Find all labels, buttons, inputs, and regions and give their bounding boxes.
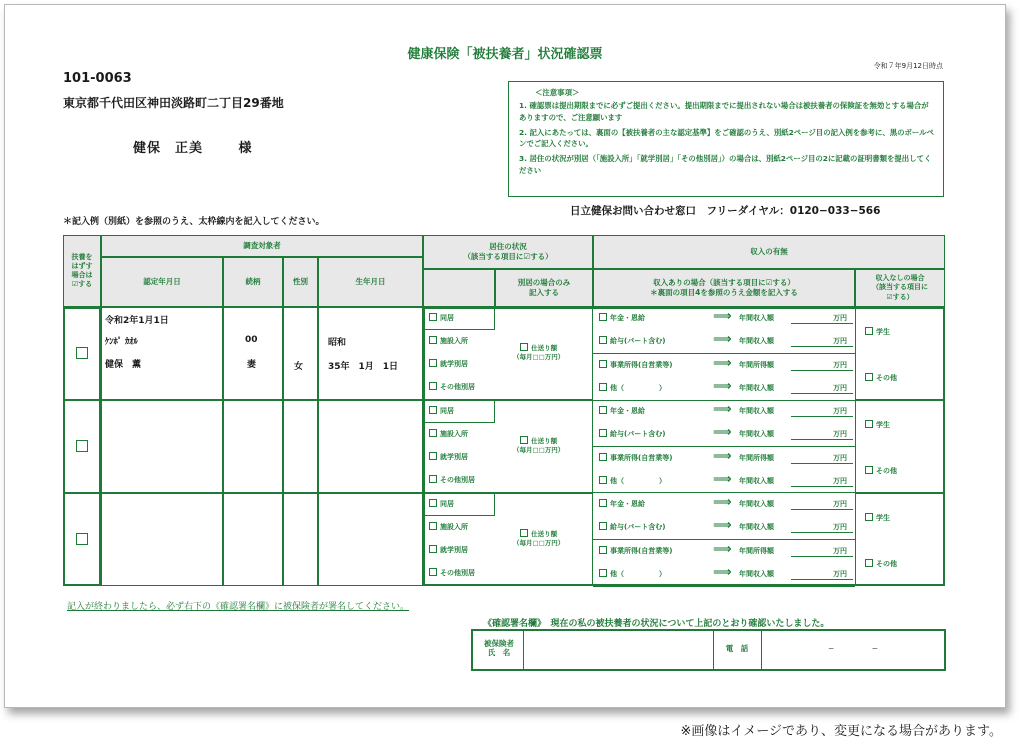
income-annual-2-2: 年間収入額 xyxy=(739,430,774,439)
income-unit-2-4: 万円 xyxy=(833,476,847,485)
residence-option-2-4[interactable]: その他別居 xyxy=(429,475,475,485)
instruction-text: ＊記入例（別紙）を参照のうえ、太枠線内を記入してください。 xyxy=(63,217,325,227)
row-2-cell-4[interactable] xyxy=(283,400,318,493)
income-arrow-1-4: ⟹ xyxy=(713,378,732,394)
income-amount-line-1-4[interactable] xyxy=(791,393,853,394)
income-unit-2-3: 万円 xyxy=(833,453,847,462)
no-income-student-2[interactable]: 学生 xyxy=(865,420,890,430)
row-1-cell-5[interactable] xyxy=(318,307,423,400)
income-unit-1-2: 万円 xyxy=(833,337,847,346)
income-annual-3-1: 年間収入額 xyxy=(739,500,774,508)
income-unit-2-1: 万円 xyxy=(833,407,847,415)
income-type-1-4[interactable]: 他（ ） xyxy=(599,383,666,393)
confirmation-form-sheet xyxy=(4,4,1006,708)
insured-name-label: 被保険者 氏 名 xyxy=(484,639,514,657)
no-income-student-1[interactable]: 学生 xyxy=(865,327,890,337)
income-annual-2-4: 年間収入額 xyxy=(739,476,774,485)
residence-option-1-2[interactable]: 施設入所 xyxy=(429,336,468,346)
residence-option-2-1[interactable]: 同居 xyxy=(429,406,454,416)
row-2-cell-3[interactable] xyxy=(223,400,283,493)
income-type-3-3[interactable]: 事業所得(自営業等) xyxy=(599,546,672,556)
residence-option-3-1[interactable]: 同居 xyxy=(429,499,454,509)
relation-1: 妻 xyxy=(247,360,257,370)
no-income-student-3[interactable]: 学生 xyxy=(865,513,890,523)
income-arrow-2-2: ⟹ xyxy=(713,425,732,441)
income-header: 収入の有無 xyxy=(593,235,945,269)
income-amount-line-3-1[interactable] xyxy=(791,509,853,510)
name-kanji-1: 健保 薫 xyxy=(105,360,142,370)
income-unit-2-2: 万円 xyxy=(833,430,847,439)
cert-date-header: 認定年月日 xyxy=(101,257,223,307)
income-type-1-3[interactable]: 事業所得(自営業等) xyxy=(599,360,672,370)
bottom-note: 記入が終わりましたら、必ず右下の《確認署名欄》に被保険者が署名してください。 xyxy=(67,602,410,612)
income-amount-line-1-2[interactable] xyxy=(791,346,853,347)
income-arrow-1-3: ⟹ xyxy=(713,355,732,371)
income-annual-2-1: 年間収入額 xyxy=(739,407,774,415)
notice-box xyxy=(508,81,944,197)
income-annual-2-3: 年間所得額 xyxy=(739,453,774,462)
income-amount-line-3-2[interactable] xyxy=(791,532,853,533)
income-type-2-4[interactable]: 他（ ） xyxy=(599,476,666,486)
signature-divider-3 xyxy=(761,631,762,669)
income-type-2-1[interactable]: 年金・恩給 xyxy=(599,406,645,416)
address: 東京都千代田区神田淡路町二丁目29番地 xyxy=(63,96,284,110)
residence-option-3-2[interactable]: 施設入所 xyxy=(429,522,468,532)
income-amount-line-1-1[interactable] xyxy=(791,323,853,324)
income-arrow-3-1: ⟹ xyxy=(713,495,732,510)
notice-item-2: 2. 記入にあたっては、裏面の【被扶養者の主な認定基準】をご確認のうえ、別紙2ページ目の記入例を参考に、黒のボールペンでご記入ください。 xyxy=(519,127,934,149)
form-title: 健康保険「被扶養者」状況確認票 xyxy=(407,47,603,62)
phone-field[interactable]: − − xyxy=(827,644,879,653)
income-annual-1-2: 年間収入額 xyxy=(739,337,774,346)
remove-header: 扶養を はずす 場合は ☑する xyxy=(63,235,101,307)
income-unit-1-1: 万円 xyxy=(833,314,847,322)
recipient-suffix: 様 xyxy=(238,141,253,156)
no-income-other-3[interactable]: その他 xyxy=(865,559,897,569)
residence-option-1-3[interactable]: 就学別居 xyxy=(429,359,468,369)
sex-header: 性別 xyxy=(283,257,318,307)
income-type-3-4[interactable]: 他（ ） xyxy=(599,569,666,579)
income-type-1-2[interactable]: 給与(パート含む) xyxy=(599,336,665,346)
no-income-other-1[interactable]: その他 xyxy=(865,373,897,383)
income-unit-3-4: 万円 xyxy=(833,569,847,578)
no-income-other-2[interactable]: その他 xyxy=(865,466,897,476)
income-yes-header: 収入ありの場合（該当する項目に☑する） ＊裏面の項目4を参照のうえ金額を記入する xyxy=(593,269,855,307)
income-amount-line-2-2[interactable] xyxy=(791,439,853,440)
signature-box xyxy=(471,629,946,671)
notice-heading: ＜注意事項＞ xyxy=(535,88,580,97)
as-of-date: 令和７年9月12日時点 xyxy=(873,62,943,70)
row-3-cell-5[interactable] xyxy=(318,493,423,586)
remit-label-1: 仕送り額 （毎月□□万円） xyxy=(513,344,565,361)
image-caption: ※画像はイメージであり、変更になる場合があります。 xyxy=(680,724,1002,739)
income-annual-3-3: 年間所得額 xyxy=(739,546,774,555)
income-unit-1-4: 万円 xyxy=(833,383,847,392)
income-annual-3-4: 年間収入額 xyxy=(739,569,774,578)
income-annual-3-2: 年間収入額 xyxy=(739,523,774,532)
dependent-status-table xyxy=(63,231,945,586)
residence-header: 居住の状況 （該当する項目に☑する） xyxy=(423,235,593,269)
remove-checkbox-1[interactable] xyxy=(76,347,88,359)
income-amount-line-3-4[interactable] xyxy=(791,579,853,580)
income-type-2-2[interactable]: 給与(パート含む) xyxy=(599,429,665,439)
income-unit-3-2: 万円 xyxy=(833,523,847,532)
no-income-cell-2 xyxy=(855,400,945,493)
birth-header: 生年月日 xyxy=(318,257,423,307)
separate-only-header: 別居の場合のみ 記入する xyxy=(495,269,593,307)
recipient-name-text: 健保 正美 xyxy=(133,141,204,156)
income-arrow-3-4: ⟹ xyxy=(713,564,732,580)
income-amount-line-2-3[interactable] xyxy=(791,463,853,464)
relation-code-1: 00 xyxy=(245,335,258,345)
remit-label-2: 仕送り額 （毎月□□万円） xyxy=(513,437,565,454)
row-3-cell-4[interactable] xyxy=(283,493,318,586)
signature-divider-1 xyxy=(523,631,524,669)
income-arrow-1-2: ⟹ xyxy=(713,332,732,348)
phone-label: 電 話 xyxy=(725,644,749,653)
income-arrow-2-1: ⟹ xyxy=(713,402,732,417)
row-2-cell-2[interactable] xyxy=(101,400,223,493)
income-amount-line-2-4[interactable] xyxy=(791,486,853,487)
residence-option-2-2[interactable]: 施設入所 xyxy=(429,429,468,439)
remove-checkbox-2[interactable] xyxy=(76,440,88,452)
confirmation-statement: 《確認署名欄》 現在の私の被扶養者の状況について上記のとおり確認いたしました。 xyxy=(483,619,830,629)
subject-header: 調査対象者 xyxy=(101,235,423,257)
postal-code: 101-0063 xyxy=(63,71,132,86)
income-amount-line-3-3[interactable] xyxy=(791,556,853,557)
row-2-cell-5[interactable] xyxy=(318,400,423,493)
residence-option-3-3[interactable]: 就学別居 xyxy=(429,545,468,555)
name-kana-1: ｹﾝﾎﾟ ｶｵﾙ xyxy=(105,337,138,347)
residence-option-3-4[interactable]: その他別居 xyxy=(429,568,475,578)
income-no-header: 収入なしの場合 （該当する項目に ☑する） xyxy=(855,269,945,307)
income-type-3-1[interactable]: 年金・恩給 xyxy=(599,499,645,509)
income-type-2-3[interactable]: 事業所得(自営業等) xyxy=(599,453,672,463)
income-annual-1-3: 年間所得額 xyxy=(739,360,774,369)
inquiry-contact: 日立健保お問い合わせ窓口 フリーダイヤル：0120−033−566 xyxy=(570,205,881,217)
notice-item-3: 3. 居住の状況が別居（「施設入所」「就学別居」「その他別居」）の場合は、別紙2ページ目の2に記載の証明書類を提出してください xyxy=(519,154,932,176)
income-annual-1-4: 年間収入額 xyxy=(739,383,774,392)
no-income-cell-3 xyxy=(855,493,945,586)
cert-date-1: 令和2年1月1日 xyxy=(105,316,169,326)
row-3-cell-3[interactable] xyxy=(223,493,283,586)
income-amount-line-1-3[interactable] xyxy=(791,370,853,371)
residence-subheader xyxy=(423,269,495,307)
income-amount-line-2-1[interactable] xyxy=(791,416,853,417)
income-annual-1-1: 年間収入額 xyxy=(739,314,774,322)
insured-name-field[interactable] xyxy=(525,633,711,667)
income-type-3-2[interactable]: 給与(パート含む) xyxy=(599,522,665,532)
residence-option-1-4[interactable]: その他別居 xyxy=(429,382,475,392)
income-unit-3-1: 万円 xyxy=(833,500,847,508)
income-arrow-2-3: ⟹ xyxy=(713,448,732,464)
no-income-cell-1 xyxy=(855,307,945,400)
row-1-cell-4[interactable] xyxy=(283,307,318,400)
birth-1: 35年 1月 1日 xyxy=(328,362,399,372)
row-3-cell-2[interactable] xyxy=(101,493,223,586)
income-arrow-3-2: ⟹ xyxy=(713,518,732,534)
remove-checkbox-3[interactable] xyxy=(76,533,88,545)
notice-item-1: 1. 確認票は提出期限までに必ずご提出ください。提出期限までに提出されない場合は被扶養者の保険証を無効とする場合がありますので、ご注意願います xyxy=(519,100,929,122)
sex-1: 女 xyxy=(294,362,304,372)
income-arrow-1-1: ⟹ xyxy=(713,309,732,324)
row-1-cell-3[interactable] xyxy=(223,307,283,400)
relation-header: 続柄 xyxy=(223,257,283,307)
remit-label-3: 仕送り額 （毎月□□万円） xyxy=(513,530,565,547)
residence-option-2-3[interactable]: 就学別居 xyxy=(429,452,468,462)
income-type-1-1[interactable]: 年金・恩給 xyxy=(599,313,645,323)
income-arrow-3-3: ⟹ xyxy=(713,541,732,557)
income-arrow-2-4: ⟹ xyxy=(713,471,732,487)
era-1: 昭和 xyxy=(328,338,347,348)
recipient-name xyxy=(133,137,253,156)
income-unit-1-3: 万円 xyxy=(833,360,847,369)
income-unit-3-3: 万円 xyxy=(833,546,847,555)
residence-option-1-1[interactable]: 同居 xyxy=(429,313,454,323)
